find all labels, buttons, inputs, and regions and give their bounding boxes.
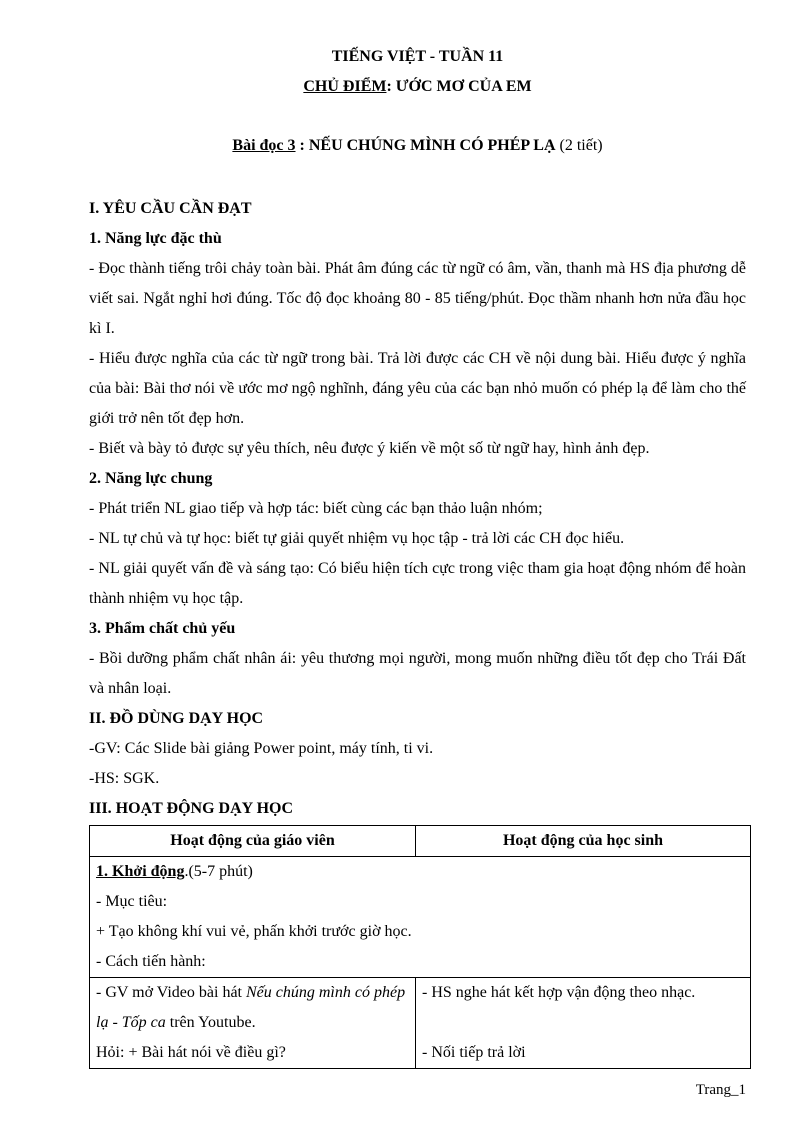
warmup-time: .(5-7 phút)	[184, 863, 253, 880]
section-heading-1: I. YÊU CẦU CẦN ĐẠT	[89, 200, 252, 217]
subsection-heading-3: 3. Phẩm chất chủ yếu	[89, 620, 236, 637]
section-heading-3: III. HOẠT ĐỘNG DẠY HỌC	[89, 800, 294, 817]
subsection-heading-1: 1. Năng lực đặc thù	[89, 230, 222, 247]
lesson-label: Bài đọc 3	[232, 137, 296, 154]
lesson-title: : NẾU CHÚNG MÌNH CÓ PHÉP LẠ	[295, 137, 556, 154]
section-heading-2: II. ĐỒ DÙNG DẠY HỌC	[89, 710, 264, 727]
column-header-student: Hoạt động của học sinh	[416, 826, 751, 857]
theme-label: CHỦ ĐIỂM	[303, 78, 387, 95]
paragraph: - NL giải quyết vấn đề và sáng tạo: Có biểu hiện tích cực trong việc tham gia hoạt động nhóm để hoàn thành nhiệm vụ học tập.	[89, 560, 746, 607]
warmup-title: 1. Khởi động	[96, 863, 185, 880]
paragraph: - Đọc thành tiếng trôi chảy toàn bài. Phát âm đúng các từ ngữ có âm, vần, thanh mà HS địa phương dễ viết sai. Ngắt nghỉ hơi đúng. Tốc độ đọc khoảng 80 - 85 tiếng/phút. Đọc thầm nhanh hơn nửa đầu học kì I.	[89, 260, 746, 337]
activity-table	[89, 825, 751, 1069]
paragraph: - Hiểu được nghĩa của các từ ngữ trong bài. Trả lời được các CH về nội dung bài. Hiểu được ý nghĩa của bài: Bài thơ nói về ước mơ ngộ nghĩnh, đáng yêu của các bạn nhỏ muốn có phép lạ để làm cho thế giới trở nên tốt đẹp hơn.	[89, 350, 746, 427]
teacher-activity-cell	[90, 978, 416, 1069]
method-label: - Cách tiến hành:	[96, 953, 206, 970]
teacher-step-text: trên Youtube.	[165, 1014, 256, 1031]
song-title: Nếu chúng mình có phép lạ - Tốp ca	[96, 984, 406, 1031]
goal-label: - Mục tiêu:	[96, 893, 168, 910]
student-step: - Nối tiếp trả lời	[422, 1044, 526, 1061]
paragraph: -GV: Các Slide bài giảng Power point, máy tính, ti vi.	[89, 740, 434, 757]
paragraph: -HS: SGK.	[89, 770, 160, 787]
theme-heading	[89, 78, 746, 96]
document-body	[89, 194, 746, 824]
student-activity-cell	[416, 978, 751, 1069]
table-header-row	[90, 826, 751, 857]
lesson-periods: (2 tiết)	[555, 137, 603, 154]
column-header-teacher: Hoạt động của giáo viên	[90, 826, 416, 857]
paragraph: - NL tự chủ và tự học: biết tự giải quyết nhiệm vụ học tập - trả lời các CH đọc hiểu.	[89, 530, 625, 547]
table-row	[90, 857, 751, 978]
warmup-cell	[90, 857, 751, 978]
teacher-question: Hỏi: + Bài hát nói về điều gì?	[96, 1044, 286, 1061]
student-step: - HS nghe hát kết hợp vận động theo nhạc.	[422, 984, 696, 1001]
theme-value: : ƯỚC MƠ CỦA EM	[386, 78, 532, 95]
document-title: TIẾNG VIỆT - TUẦN 11	[331, 48, 504, 65]
table-row	[90, 978, 751, 1069]
goal-text: + Tạo không khí vui vẻ, phấn khởi trước giờ học.	[96, 923, 412, 940]
page-number: Trang_1	[695, 1082, 746, 1098]
paragraph: - Biết và bày tỏ được sự yêu thích, nêu được ý kiến về một số từ ngữ hay, hình ảnh đẹp.	[89, 440, 650, 457]
paragraph: - Bồi dưỡng phẩm chất nhân ái: yêu thương mọi người, mong muốn những điều tốt đẹp cho Trái Đất và nhân loại.	[89, 650, 746, 697]
lesson-heading	[89, 137, 746, 155]
paragraph: - Phát triển NL giao tiếp và hợp tác: biết cùng các bạn thảo luận nhóm;	[89, 500, 543, 517]
subsection-heading-2: 2. Năng lực chung	[89, 470, 213, 487]
teacher-step-text: - GV mở Video bài hát	[96, 984, 246, 1001]
